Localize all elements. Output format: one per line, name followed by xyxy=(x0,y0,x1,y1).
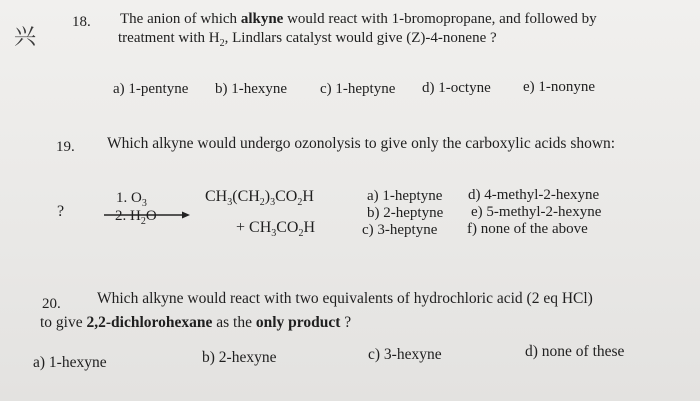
q18-option-c: c) 1-heptyne xyxy=(320,81,396,97)
q18-line-2: treatment with $H_2$, Lindlars catalyst would give (Z)-4-nonene ? xyxy=(118,30,497,49)
q19-question-mark: ? xyxy=(57,203,65,220)
q20-line-2: to give 2,2-dichlorohexane as the only product ? xyxy=(40,314,352,331)
q20-option-b: b) 2-hexyne xyxy=(202,349,277,366)
q18-option-e: e) 1-nonyne xyxy=(523,79,596,95)
q19-option-a: a) 1-heptyne xyxy=(367,188,443,204)
q19-product-2: + $CH_3CO_2H$ xyxy=(236,219,316,240)
q20-option-d: d) none of these xyxy=(525,343,625,360)
q18-option-b: b) 1-hexyne xyxy=(215,81,288,97)
q20-option-a: a) 1-hexyne xyxy=(33,354,107,371)
q18-number: 18. xyxy=(72,14,91,30)
q19-prompt: Which alkyne would undergo ozonolysis to give only the carboxylic acids shown: xyxy=(107,135,616,152)
q19-option-e: e) 5-methyl-2-hexyne xyxy=(471,204,602,220)
q20-line-1: Which alkyne would react with two equivalents of hydrochloric acid (2 eq HCl) xyxy=(97,290,593,307)
q20-option-c: c) 3-hexyne xyxy=(368,346,442,363)
q20-number: 20. xyxy=(42,296,61,312)
margin-handwritten-mark: 兴 xyxy=(14,25,37,50)
q18-option-a: a) 1-pentyne xyxy=(113,81,189,97)
q19-number: 19. xyxy=(56,139,75,155)
q18-line-1: The anion of which alkyne would react with 1-bromopropane, and followed by xyxy=(120,11,597,27)
q19-option-c: c) 3-heptyne xyxy=(362,222,438,238)
q19-option-f: f) none of the above xyxy=(467,221,588,237)
q19-reagent-1: 1. $O_3$ xyxy=(116,190,147,209)
q19-reagent-2: 2. $H_2O$ xyxy=(115,208,157,227)
q19-option-d: d) 4-methyl-2-hexyne xyxy=(468,187,600,203)
q19-product-1: $CH_3(CH_2)_3CO_2H$ xyxy=(205,188,314,209)
q19-option-b: b) 2-heptyne xyxy=(367,205,444,221)
q18-option-d: d) 1-octyne xyxy=(422,80,491,96)
